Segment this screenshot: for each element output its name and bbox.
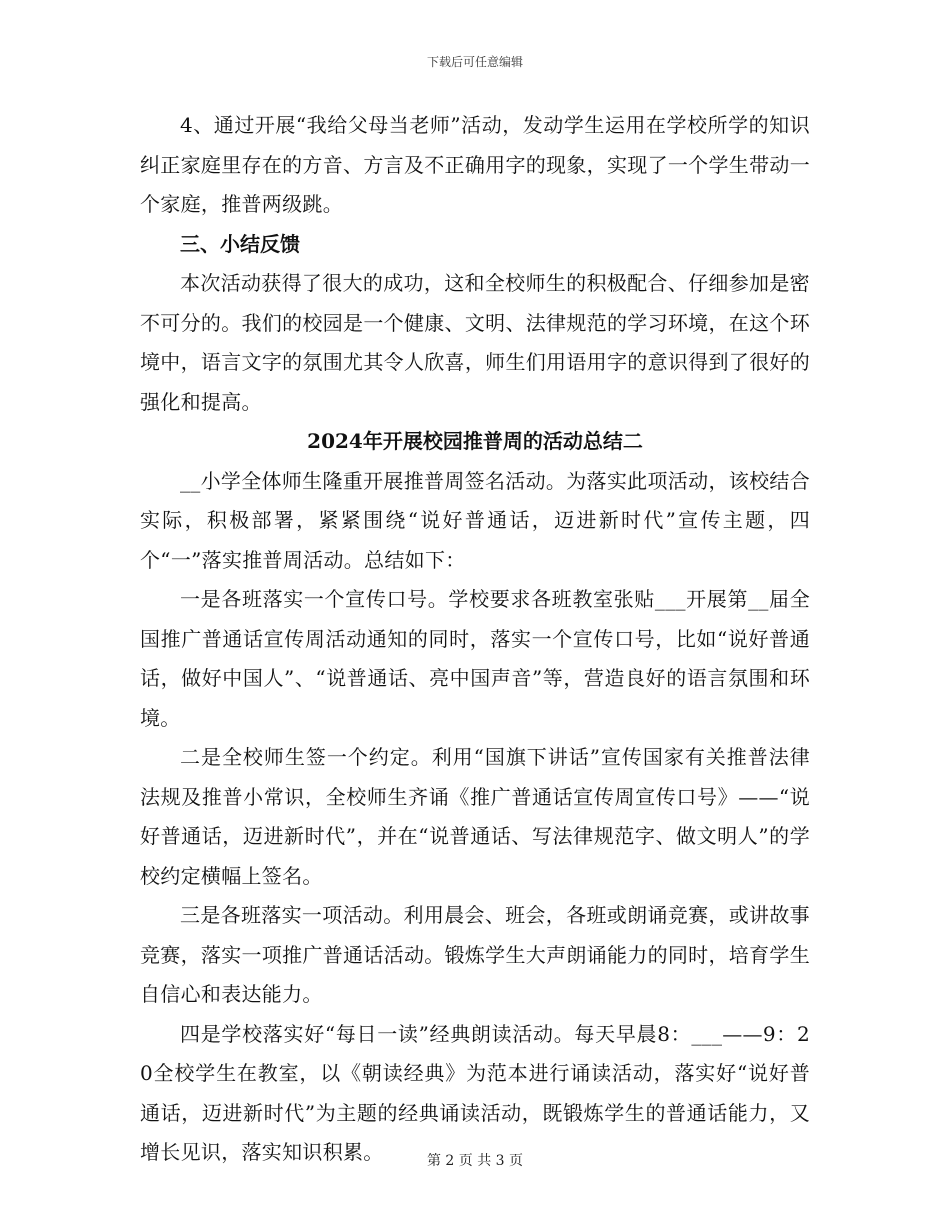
- document-body: [140, 106, 810, 1173]
- document-title-2: 2024年开展校园推普周的活动总结二: [307, 429, 643, 453]
- paragraph-agreement: 二是全校师生签一个约定。利用“国旗下讲话”宣传国家有关推普法律法规及推普小常识，全校师生齐诵《推广普通话宣传周宣传口号》——“说好普通话，迈进新时代”，并在“说普通话、写法律规范字、做文明人”的学校约定横幅上签名。: [140, 745, 810, 888]
- paragraph-daily-reading: 四是学校落实好“每日一读”经典朗读活动。每天早晨8：___——9：20全校学生在教室，以《朝读经典》为范本进行诵读活动，落实好“说好普通话，迈进新时代”为主题的经典诵读活动，既锻炼学生的普通话能力，又增长见识，落实知识积累。: [140, 1021, 810, 1164]
- page-footer: 第 2 页 共 3 页: [426, 1153, 524, 1169]
- section-heading-summary-feedback: 三、小结反馈: [180, 231, 300, 256]
- paragraph-summary: 本次活动获得了很大的成功，这和全校师生的积极配合、仔细参加是密不可分的。我们的校园是一个健康、文明、法律规范的学习环境，在这个环境中，语言文字的氛围尤其令人欣喜，师生们用语用字的意识得到了很好的强化和提高。: [140, 271, 810, 414]
- page-header: 下载后可任意编辑: [426, 55, 523, 69]
- paragraph-intro: __小学全体师生隆重开展推普周签名活动。为落实此项活动，该校结合实际，积极部署，紧紧围绕“说好普通话，迈进新时代”宣传主题，四个“一”落实推普周活动。总结如下：: [140, 468, 810, 572]
- paragraph-4-teach-parents: 4、通过开展“我给父母当老师”活动，发动学生运用在学校所学的知识纠正家庭里存在的方音、方言及不正确用字的现象，实现了一个学生带动一个家庭，推普两级跳。: [140, 113, 810, 216]
- paragraph-activity: 三是各班落实一项活动。利用晨会、班会，各班或朗诵竞赛，或讲故事竞赛，落实一项推广普通话活动。锻炼学生大声朗诵能力的同时，培育学生自信心和表达能力。: [140, 903, 810, 1006]
- paragraph-slogan: 一是各班落实一个宣传口号。学校要求各班教室张贴___开展第__届全国推广普通话宣传周活动通知的同时，落实一个宣传口号，比如“说好普通话，做好中国人”、“说普通话、亮中国声音”等，营造良好的语言氛围和环境。: [140, 587, 810, 730]
